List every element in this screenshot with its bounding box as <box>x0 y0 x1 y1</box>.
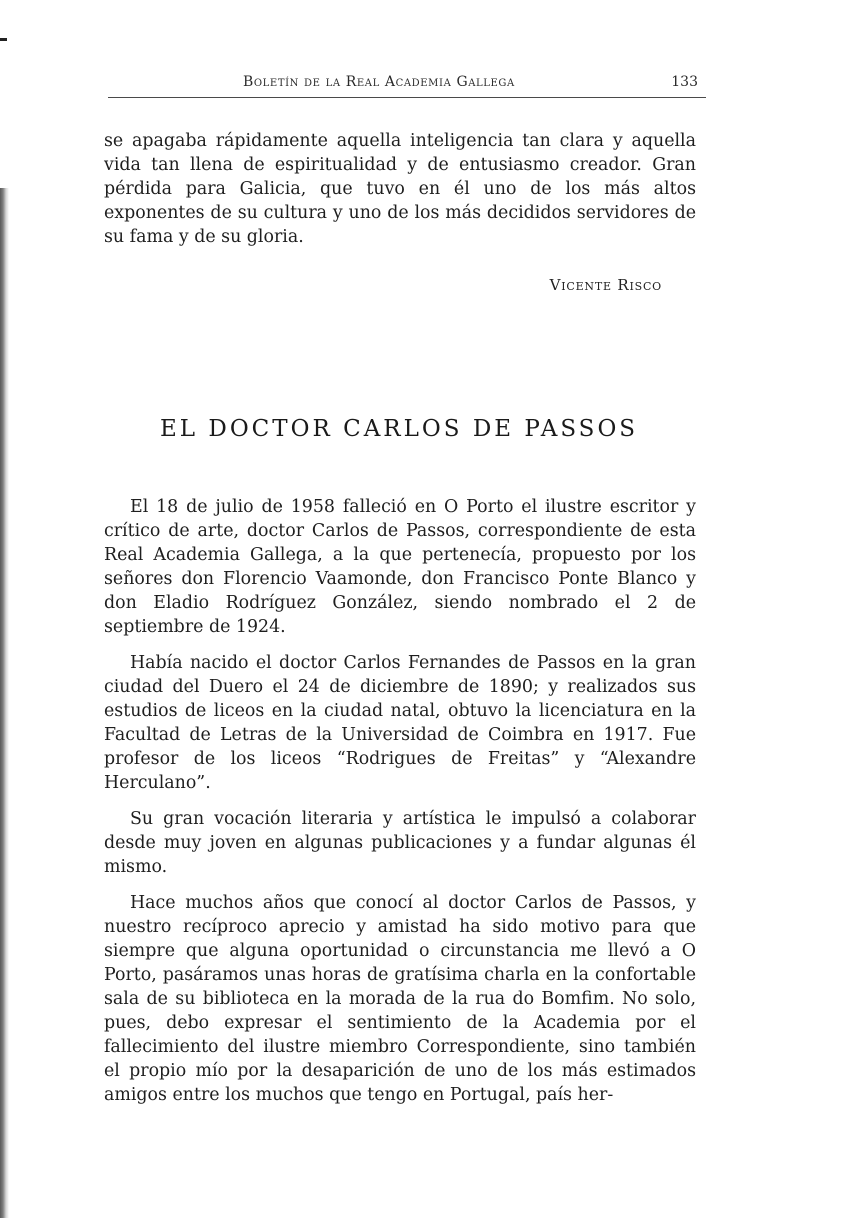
body-paragraph: El 18 de julio de 1958 falleció en O Porto el ilustre escritor y crítico de arte, doctor Carlos de Passos, correspondiente de esta Real Academia Gallega, a la que pertenecía, propuesto por los señores don Florencio Vaamonde, don Francisco Ponte Blanco y don Eladio Rodríguez González, siendo nombrado el 2 de septiembre de 1924. <box>104 497 696 637</box>
body-paragraph: Había nacido el doctor Carlos Fernandes de Passos en la gran ciudad del Duero el 24 de diciembre de 1890; y realizados sus estudios de liceos en la ciudad natal, obtuvo la licenciatura en la Facultad de Letras de la Universidad de Coimbra en 1917. Fue profesor de los liceos “Rodrigues de Freitas” y “Alexandre Herculano”. <box>104 653 696 793</box>
page-number: 133 <box>671 74 698 90</box>
article-body <box>104 495 696 1119</box>
scan-binding-edge <box>0 188 9 1218</box>
running-header <box>108 74 706 96</box>
running-title: Boletín de la Real Academia Gallega <box>243 74 515 90</box>
header-rule <box>108 97 706 98</box>
body-paragraph: Su gran vocación literaria y artística le impulsó a colaborar desde muy joven en algunas publicaciones y a fundar algunas él mismo. <box>104 809 696 877</box>
body-paragraph: Hace muchos años que conocí al doctor Carlos de Passos, y nuestro recíproco aprecio y amistad ha sido motivo para que siempre que alguna oportunidad o circunstancia me llevó a O Porto, pasáramos unas horas de gratísima charla en la confortable sala de su biblioteca en la morada de la rua do Bomfim. No solo, pues, debo expresar el sentimiento de la Academia por el fallecimiento del ilustre miembro Correspondiente, sino también el propio mío por la desaparición de uno de los más estimados amigos entre los muchos que tengo en Portugal, país her- <box>104 893 696 1105</box>
scan-edge-mark <box>0 38 7 41</box>
article-title: EL DOCTOR CARLOS DE PASSOS <box>160 416 639 442</box>
previous-article-closing-paragraph: se apagaba rápidamente aquella inteligencia tan clara y aquella vida tan llena de espiritualidad y de entusiasmo creador. Gran pérdida para Galicia, que tuvo en él uno de los más altos exponentes de su cultura y uno de los más decididos servidores de su fama y de su gloria. <box>104 131 696 247</box>
author-signature: Vicente Risco <box>549 276 662 294</box>
